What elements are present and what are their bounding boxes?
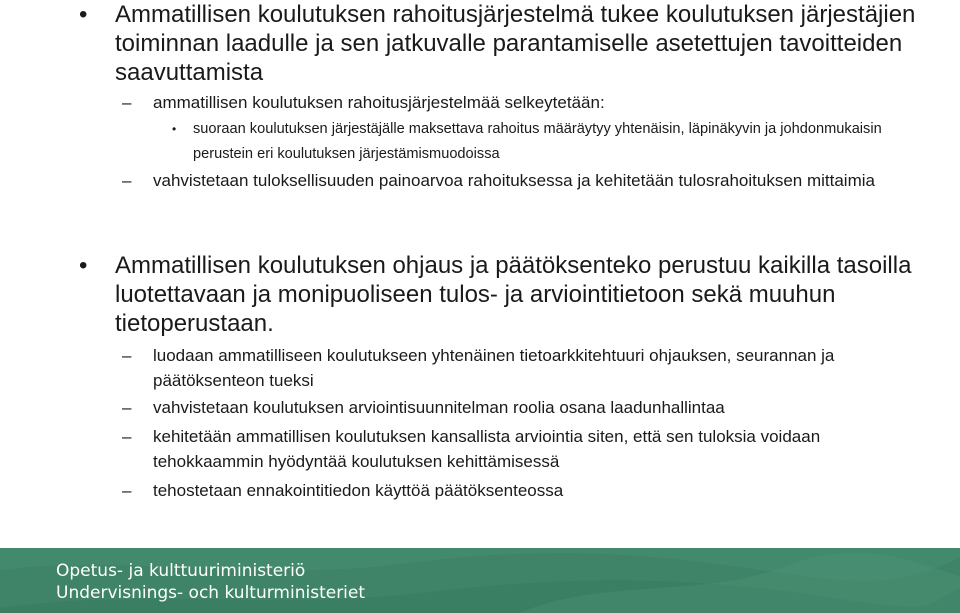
section-heading: Ammatillisen koulutuksen rahoitusjärjestelmä tukee koulutuksen järjestäjien toiminnan laadulle ja sen jatkuvalle parantamiselle asetettujen tavoitteiden saavuttamista bbox=[115, 1, 916, 86]
bullet-level2 bbox=[122, 395, 893, 420]
bullet-text: tehostetaan ennakointitiedon käyttöä päätöksenteossa bbox=[153, 481, 564, 500]
bullet-level1 bbox=[79, 251, 925, 338]
dash-icon: – bbox=[122, 93, 132, 112]
bullet-level2 bbox=[122, 168, 893, 193]
bullet-text: vahvistetaan tuloksellisuuden painoarvoa rahoituksessa ja kehitetään tulosrahoituksen mittaimia bbox=[153, 171, 875, 190]
bullet-dot-icon: • bbox=[79, 252, 88, 279]
bullet-text: ammatillisen koulutuksen rahoitusjärjestelmää selkeytetään: bbox=[153, 93, 605, 112]
bullet-text: suoraan koulutuksen järjestäjälle maksettava rahoitus määräytyy yhtenäisin, läpinäkyvin ja johdonmukaisin perustein eri koulutuksen järjestämismuodoissa bbox=[193, 121, 882, 162]
bullet-level3 bbox=[172, 117, 893, 167]
bullet-text: kehitetään ammatillisen koulutuksen kansallista arviointia siten, että sen tuloksia voidaan tehokkaammin hyödyntää koulutuksen kehittämisessä bbox=[153, 427, 821, 471]
bullet-level2 bbox=[122, 343, 893, 393]
dash-icon: – bbox=[122, 481, 132, 500]
ministry-name-finnish: Opetus- ja kulttuuriministeriö bbox=[56, 561, 306, 581]
footer-banner bbox=[0, 548, 960, 613]
dash-icon: – bbox=[122, 346, 132, 365]
bullet-level2 bbox=[122, 90, 893, 115]
bullet-level2 bbox=[122, 478, 893, 503]
dash-icon: – bbox=[122, 398, 132, 417]
bullet-level2 bbox=[122, 424, 893, 474]
section-heading: Ammatillisen koulutuksen ohjaus ja päätöksenteko perustuu kaikilla tasoilla luotettavaan ja monipuoliseen tulos- ja arviointitietoon sekä muuhun tietoperustaan. bbox=[115, 252, 912, 337]
dash-icon: – bbox=[122, 427, 132, 446]
bullet-dot-icon: • bbox=[79, 1, 88, 28]
bullet-text: luodaan ammatilliseen koulutukseen yhtenäinen tietoarkkitehtuuri ohjauksen, seurannan ja päätöksenteon tueksi bbox=[153, 346, 835, 390]
bullet-dot-icon: • bbox=[172, 122, 177, 136]
ministry-name-swedish: Undervisnings- och kulturministeriet bbox=[56, 583, 366, 603]
dash-icon: – bbox=[122, 171, 132, 190]
bullet-level1 bbox=[79, 0, 925, 87]
bullet-text: vahvistetaan koulutuksen arviointisuunnitelman roolia osana laadunhallintaa bbox=[153, 398, 725, 417]
